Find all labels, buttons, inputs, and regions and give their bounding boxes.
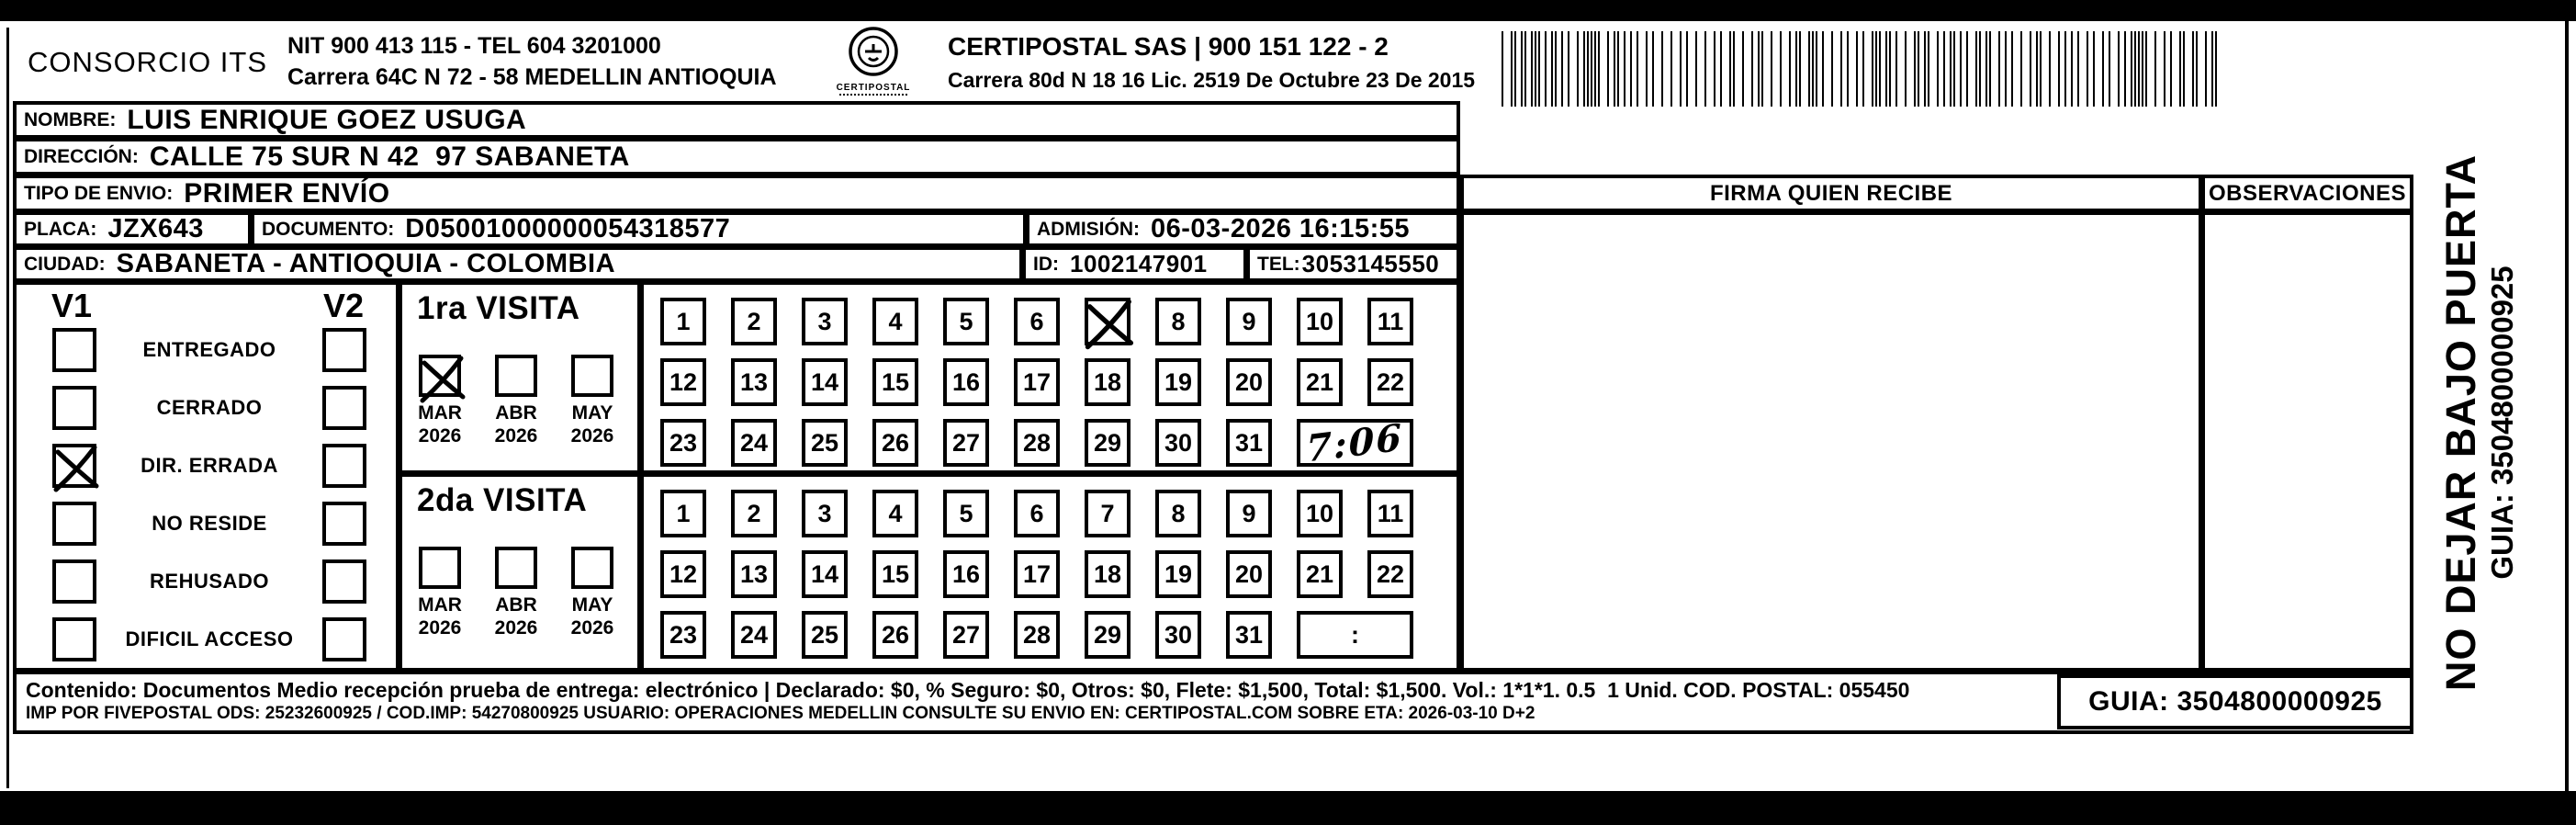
day-cell: 16: [943, 550, 989, 598]
day-cell: 26: [872, 419, 918, 467]
day-cell: 20: [1226, 358, 1272, 406]
month-label: MAR: [418, 402, 462, 424]
day-cell: 13: [731, 550, 777, 598]
day-cell: 28: [1014, 611, 1060, 659]
day-cell: 13: [731, 358, 777, 406]
second-visit-title: 2da VISITA: [417, 482, 588, 518]
day-cell: 4: [872, 298, 918, 345]
day-cell: 18: [1085, 550, 1131, 598]
day-cell: 22: [1367, 358, 1413, 406]
id-label: ID:: [1033, 253, 1059, 275]
month-checkbox: [495, 547, 537, 589]
footer-imp-line: IMP POR FIVEPOSTAL ODS: 25232600925 / COD.IMP: 54270800925 USUARIO: OPERACIONES MEDELLIN CONSULTE SU ENVIO EN: CERTIPOSTAL.COM SOBRE ETA: 2026-03-10 D+2: [26, 704, 1535, 723]
visit-time-box: :: [1297, 611, 1413, 659]
company-address: Carrera 64C N 72 - 58 MEDELLIN ANTIOQUIA: [287, 64, 777, 90]
side-guia-number: GUIA: 3504800000925: [2485, 266, 2519, 580]
day-cell: 1: [660, 298, 706, 345]
day-cell: 14: [802, 358, 848, 406]
day-cell: 25: [802, 419, 848, 467]
firma-header-label: FIRMA QUIEN RECIBE: [1709, 180, 1953, 206]
scan-left-edge-line: [6, 28, 9, 788]
direccion-label: DIRECCIÓN:: [24, 145, 139, 167]
month-option: [493, 355, 539, 447]
day-cell: 9: [1226, 490, 1272, 537]
status-checkbox-v1: [52, 444, 96, 488]
company-name: CONSORCIO ITS: [28, 46, 268, 78]
day-cell: 29: [1085, 611, 1131, 659]
placa-value: JZX643: [107, 214, 204, 243]
month-option: [569, 547, 615, 639]
status-checkbox-v2: [322, 502, 366, 546]
month-option: [493, 547, 539, 639]
day-cell: 11: [1367, 490, 1413, 537]
day-cell: 21: [1297, 550, 1343, 598]
company-info: [287, 30, 777, 93]
day-cell: 25: [802, 611, 848, 659]
month-checkbox: [419, 547, 461, 589]
day-cell: 5: [943, 298, 989, 345]
second-visit-months-box: [399, 473, 641, 672]
day-cell: 23: [660, 611, 706, 659]
nombre-value: LUIS ENRIQUE GOEZ USUGA: [127, 104, 527, 135]
observaciones-area: [2201, 211, 2413, 672]
day-cell: 12: [660, 550, 706, 598]
day-cell: 3: [802, 490, 848, 537]
v1-column-header: V1: [51, 287, 93, 324]
day-cell: 6: [1014, 490, 1060, 537]
tel-label: TEL:: [1257, 253, 1300, 275]
day-cell: 10: [1297, 298, 1343, 345]
day-cell: 26: [872, 611, 918, 659]
first-visit-day-grid: [660, 298, 1413, 471]
footer-contenido-line: Contenido: Documentos Medio recepción prueba de entrega: electrónico | Declarado: $0, % Seguro: $0, Otros: $0, Flete: $1,500, Total: $1,500. Vol.: 1*1*1. 0.5 1 Unid. COD. POSTAL: 055450: [26, 678, 1910, 702]
day-cell: 17: [1014, 550, 1060, 598]
carrier-info: [948, 30, 1475, 96]
visit-time-box: 7:06: [1297, 419, 1413, 467]
handwritten-x-mark: [416, 351, 471, 408]
side-vertical-text: [2411, 101, 2548, 744]
ciudad-label: CIUDAD:: [24, 253, 106, 275]
day-cell: 1: [660, 490, 706, 537]
status-checkbox-v2: [322, 386, 366, 430]
day-cell: 31: [1226, 611, 1272, 659]
handwritten-x-mark: [50, 440, 105, 497]
day-cell: 19: [1155, 358, 1201, 406]
day-cell: 18: [1085, 358, 1131, 406]
admision-label: ADMISIÓN:: [1037, 218, 1140, 240]
status-checkbox-v1: [52, 617, 96, 661]
month-label: ABR: [495, 594, 537, 616]
direccion-value: CALLE 75 SUR N 42 97 SABANETA: [149, 141, 630, 172]
day-cell: 12: [660, 358, 706, 406]
day-cell: 14: [802, 550, 848, 598]
day-cell: 23: [660, 419, 706, 467]
day-cell: 10: [1297, 490, 1343, 537]
tel-value: 3053145550: [1301, 250, 1440, 277]
month-checkbox: [495, 355, 537, 397]
month-label: ABR: [495, 402, 537, 424]
status-checkbox-v1: [52, 386, 96, 430]
id-value: 1002147901: [1070, 250, 1208, 277]
documento-label: DOCUMENTO:: [262, 218, 395, 240]
day-cell: 20: [1226, 550, 1272, 598]
handwritten-x-mark: [1081, 293, 1140, 356]
month-option: [417, 355, 463, 447]
month-label: MAY: [571, 402, 613, 424]
observaciones-header-label: OBSERVACIONES: [2209, 180, 2406, 206]
status-label: REHUSADO: [150, 570, 269, 593]
company-nit-tel: NIT 900 413 115 - TEL 604 3201000: [287, 33, 661, 59]
day-cell: 15: [872, 358, 918, 406]
tipo-envio-label: TIPO DE ENVIO:: [24, 182, 174, 204]
delivery-status-box: [13, 281, 399, 672]
day-cell: 3: [802, 298, 848, 345]
status-label: NO RESIDE: [152, 512, 267, 535]
carrier-name-nit: CERTIPOSTAL SAS | 900 151 122 - 2: [948, 32, 1389, 61]
status-grid: [51, 327, 367, 662]
day-cell: 15: [872, 550, 918, 598]
status-checkbox-v2: [322, 444, 366, 488]
month-option: [417, 547, 463, 639]
day-cell: 11: [1367, 298, 1413, 345]
tipo-envio-value: PRIMER ENVÍO: [184, 177, 390, 209]
day-cell: 24: [731, 419, 777, 467]
status-label: DIFICIL ACCESO: [125, 627, 294, 650]
field-tel: [1246, 246, 1460, 282]
month-label: MAR: [418, 594, 462, 616]
day-cell: [1085, 298, 1131, 345]
placa-label: PLACA:: [24, 218, 97, 240]
status-checkbox-v2: [322, 617, 366, 661]
day-cell: 31: [1226, 419, 1272, 467]
guia-number: GUIA: 3504800000925: [2088, 686, 2382, 717]
nombre-label: NOMBRE:: [24, 108, 117, 130]
day-cell: 29: [1085, 419, 1131, 467]
day-cell: 9: [1226, 298, 1272, 345]
day-cell: 6: [1014, 298, 1060, 345]
no-dejar-bajo-puerta-warning: NO DEJAR BAJO PUERTA: [2437, 153, 2484, 692]
footer-row: [13, 671, 2413, 734]
day-cell: 30: [1155, 419, 1201, 467]
status-label: ENTREGADO: [142, 338, 276, 361]
month-option: [569, 355, 615, 447]
field-id: [1022, 246, 1247, 282]
footer-text: [26, 677, 1909, 725]
month-year-label: 2026: [418, 617, 462, 639]
day-cell: 2: [731, 298, 777, 345]
second-visit-month-row: [417, 547, 615, 639]
status-checkbox-v1: [52, 502, 96, 546]
day-cell: 17: [1014, 358, 1060, 406]
second-visit-day-grid: [660, 490, 1413, 659]
day-cell: 27: [943, 611, 989, 659]
status-checkbox-v1: [52, 328, 96, 372]
v2-column-header: V2: [323, 287, 365, 324]
status-checkbox-v1: [52, 559, 96, 604]
day-cell: 19: [1155, 550, 1201, 598]
month-year-label: 2026: [418, 425, 462, 446]
month-checkbox: [571, 355, 613, 397]
shipment-barcode: [1502, 31, 2227, 107]
scan-top-bar: [0, 0, 2576, 21]
scan-bottom-bar: [0, 791, 2576, 825]
day-cell: 5: [943, 490, 989, 537]
status-checkbox-v2: [322, 559, 366, 604]
field-admision: [1026, 211, 1460, 247]
day-cell: 27: [943, 419, 989, 467]
observaciones-column-header: [2201, 175, 2413, 212]
status-label: DIR. ERRADA: [141, 454, 278, 477]
day-cell: 21: [1297, 358, 1343, 406]
firma-signature-area: [1460, 211, 2202, 672]
scan-right-edge-line: [2565, 21, 2569, 791]
month-year-label: 2026: [570, 617, 614, 639]
day-cell: 30: [1155, 611, 1201, 659]
day-cell: 16: [943, 358, 989, 406]
month-year-label: 2026: [570, 425, 614, 446]
month-year-label: 2026: [494, 425, 538, 446]
field-documento: [251, 211, 1027, 247]
field-tipo-envio: [13, 175, 1460, 212]
month-year-label: 2026: [494, 617, 538, 639]
logo-squiggle: [839, 94, 907, 96]
month-checkbox: [571, 547, 613, 589]
guia-number-box: [2057, 674, 2413, 729]
day-cell: 2: [731, 490, 777, 537]
first-visit-months-box: [399, 281, 641, 474]
first-visit-month-row: [417, 355, 615, 447]
field-placa: [13, 211, 252, 247]
first-visit-title: 1ra VISITA: [417, 290, 580, 326]
certipostal-logo-icon: [845, 25, 902, 82]
day-cell: 7: [1085, 490, 1131, 537]
field-direccion: [13, 138, 1460, 175]
status-checkbox-v2: [322, 328, 366, 372]
documento-value: D05001000000054318577: [405, 214, 731, 243]
carrier-address-license: Carrera 80d N 18 16 Lic. 2519 De Octubre 23 De 2015: [948, 68, 1476, 92]
month-checkbox: [419, 355, 461, 397]
firma-column-header: [1460, 175, 2202, 212]
field-ciudad: [13, 246, 1023, 282]
status-label: CERRADO: [156, 396, 263, 419]
second-visit-day-grid-box: [640, 473, 1460, 672]
ciudad-value: SABANETA - ANTIOQUIA - COLOMBIA: [116, 249, 616, 278]
first-visit-day-grid-box: [640, 281, 1460, 474]
certipostal-logo: [829, 25, 917, 96]
day-cell: 24: [731, 611, 777, 659]
month-label: MAY: [571, 594, 613, 616]
admision-value: 06-03-2026 16:15:55: [1151, 214, 1410, 243]
day-cell: 28: [1014, 419, 1060, 467]
day-cell: 8: [1155, 298, 1201, 345]
day-cell: 4: [872, 490, 918, 537]
day-cell: 8: [1155, 490, 1201, 537]
day-cell: 22: [1367, 550, 1413, 598]
field-nombre: [13, 101, 1460, 139]
logo-caption: CERTIPOSTAL: [836, 83, 911, 93]
